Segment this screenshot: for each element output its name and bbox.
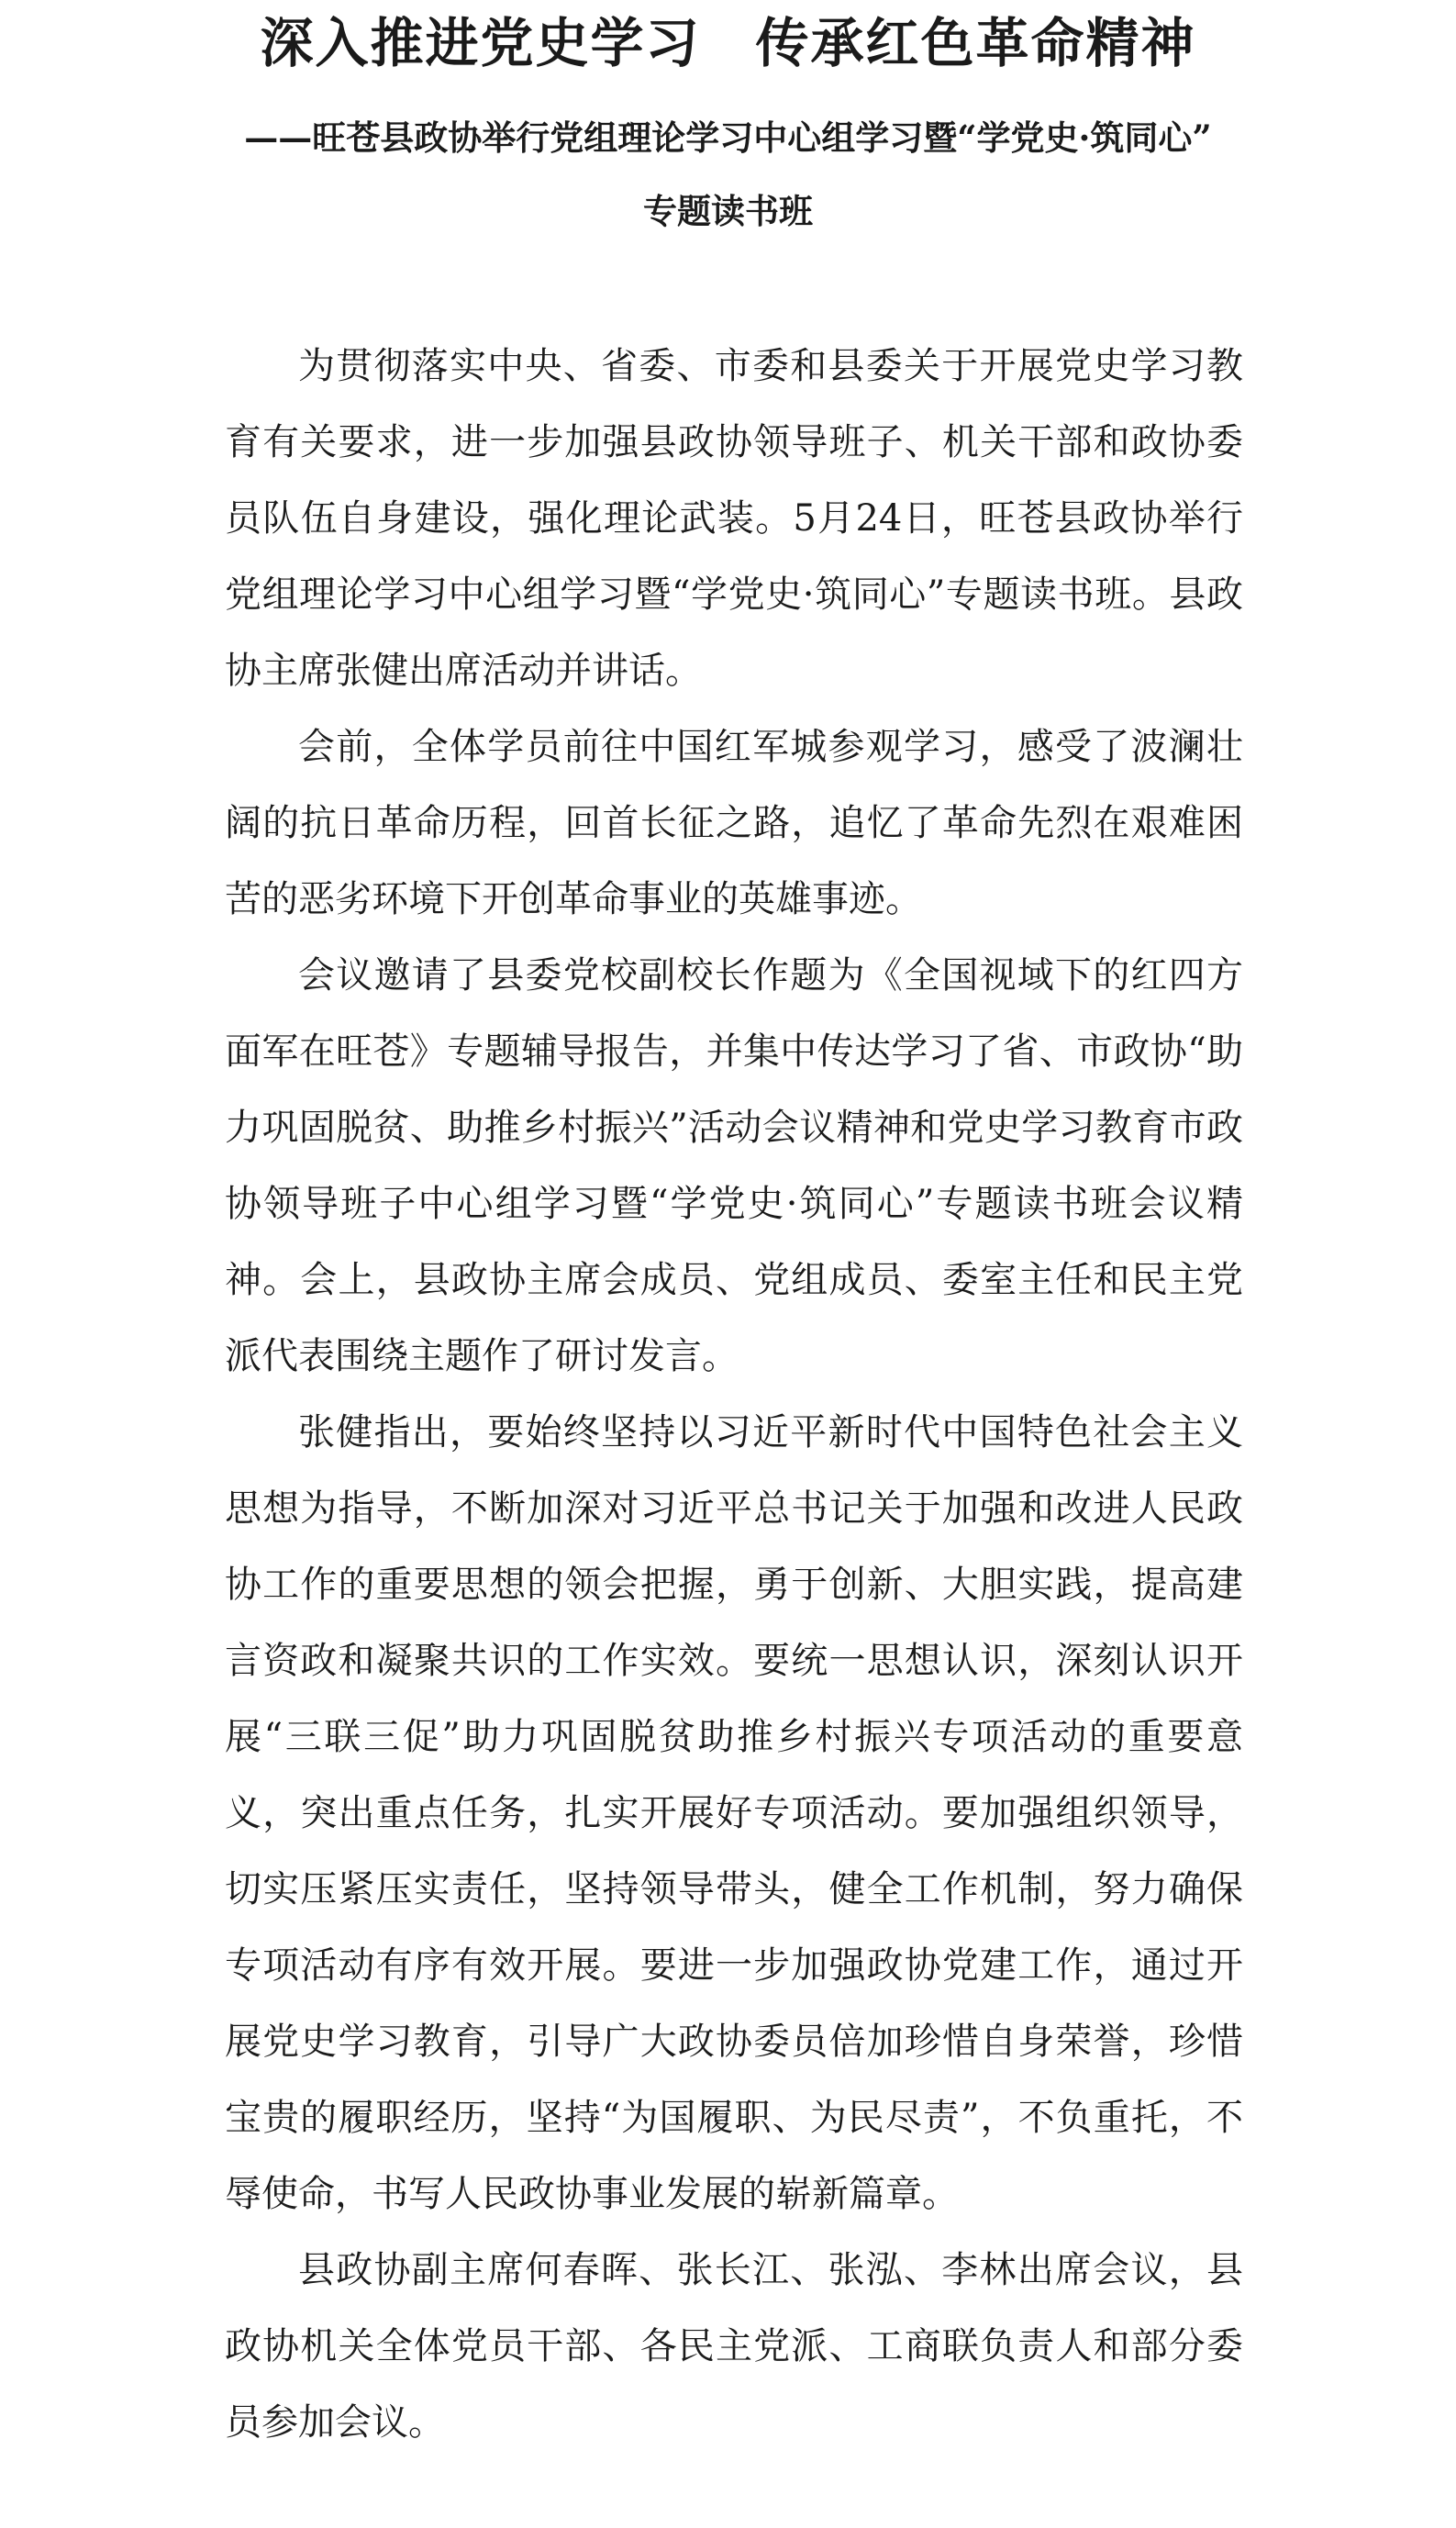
- paragraph: 县政协副主席何春晖、张长江、张泓、李林出席会议，县政协机关全体党员干部、各民主党派、工商联负责人和部分委员参加会议。: [225, 2249, 1243, 2444]
- paragraph: 会前，全体学员前往中国红军城参观学习，感受了波澜壮阔的抗日革命历程，回首长征之路，追忆了革命先烈在艰难困苦的恶劣环境下开创革命事业的英雄事迹。: [225, 726, 1243, 920]
- title-part-1: 深入推进党史学习: [260, 12, 701, 74]
- article-subtitle-line-2: 专题读书班: [643, 191, 813, 231]
- article-title: [0, 2, 1456, 84]
- article-subtitle-line-1: ——旺苍县政协举行党组理论学习中心组学习暨“学党史·筑同心”: [244, 117, 1212, 158]
- paragraph: 张健指出，要始终坚持以习近平新时代中国特色社会主义思想为指导，不断加深对习近平总书记关于加强和改进人民政协工作的重要思想的领会把握，勇于创新、大胆实践，提高建言资政和凝聚共识的工作实效。要统一思想认识，深刻认识开展“三联三促”助力巩固脱贫助推乡村振兴专项活动的重要意义，突出重点任务，扎实开展好专项活动。要加强组织领导，切实压紧压实责任，坚持领导带头，健全工作机制，努力确保专项活动有序有效开展。要进一步加强政协党建工作，通过开展党史学习教育，引导广大政协委员倍加珍惜自身荣誉，珍惜宝贵的履职经历，坚持“为国履职、为民尽责”，不负重托，不辱使命，书写人民政协事业发展的崭新篇章。: [225, 1411, 1243, 2215]
- title-part-2: 传承红色革命精神: [755, 12, 1196, 74]
- paragraph: 会议邀请了县委党校副校长作题为《全国视域下的红四方面军在旺苍》专题辅导报告，并集中传达学习了省、市政协“助力巩固脱贫、助推乡村振兴”活动会议精神和党史学习教育市政协领导班子中心组学习暨“学党史·筑同心”专题读书班会议精神。会上，县政协主席会成员、党组成员、委室主任和民主党派代表围绕主题作了研讨发言。: [225, 954, 1243, 1377]
- article-body: [225, 329, 1243, 2461]
- paragraph: 为贯彻落实中央、省委、市委和县委关于开展党史学习教育有关要求，进一步加强县政协领导班子、机关干部和政协委员队伍自身建设，强化理论武装。5月24日，旺苍县政协举行党组理论学习中心组学习暨“学党史·筑同心”专题读书班。县政协主席张健出席活动并讲话。: [225, 345, 1243, 692]
